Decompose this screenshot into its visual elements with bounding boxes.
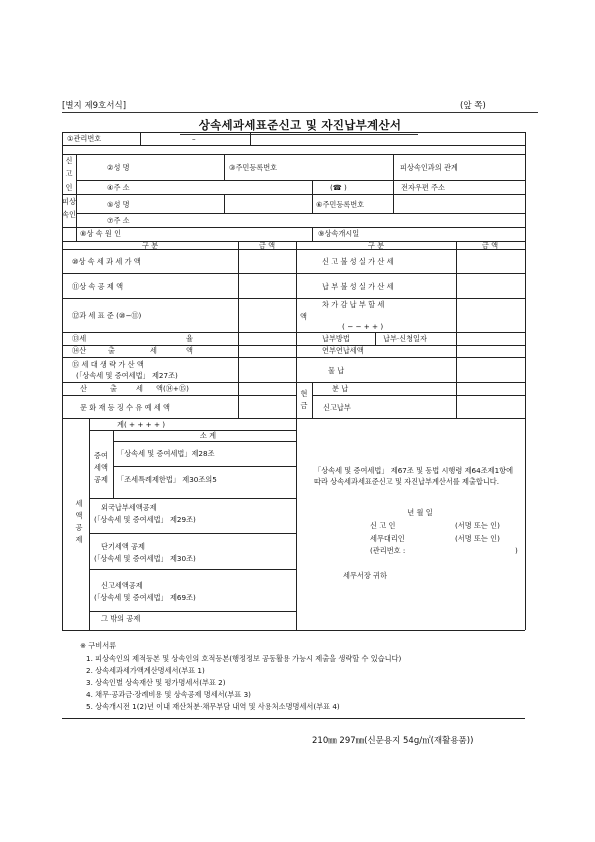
attachment-item: 3. 상속인별 상속재산 및 평가명세서(부표 2) [86,678,226,687]
header-rule [62,112,538,113]
gift-subtotal: 소 계 [199,431,217,440]
report-tax-credit: 신고세액공제 [101,581,143,590]
addressee: 세무서장 귀하 [343,571,387,580]
installment-label: 연부연납세액 [322,346,364,355]
short-term-credit: 단기세액 공제 [101,542,145,551]
reporter-sign-label: 신 고 인 [370,521,396,530]
form-number: [별지 제9호서식] [62,101,127,111]
foreign-tax-credit-law: (「상속세 및 증여세법」 제29조) [94,515,196,524]
col-amount-left: 금 액 [258,241,276,250]
row-generation-skip-law: (「상속세 및 증여세법」 제27조) [76,371,178,380]
proxy-sign-field[interactable]: (서명 또는 인) [455,534,500,543]
col-amount-right: 금 액 [481,241,499,250]
reporter-address-label: ④주 소 [107,183,130,192]
inheritance-date-label: ⑨상속개시일 [318,229,360,238]
attachment-item: 4. 채무·공과금·장례비용 및 상속공제 명세서(부표 3) [86,690,251,699]
paper-spec: 210㎜ 297㎜(신문용지 54g/㎡(재활용품)) [312,736,474,746]
col-item-right: 구 분 [367,241,385,250]
attachments-title: ※ 구비서류 [80,641,117,650]
inheritance-cause-label: ⑧상 속 원 인 [80,229,122,238]
deduction-total: 계( + + + + ) [117,420,166,429]
proxy-sign-label: 세무대리인 [370,534,405,543]
reporter-sign-field[interactable]: (서명 또는 인) [455,521,500,530]
attachments-bottom-rule [62,718,525,719]
row-taxable-value: ⑩상 속 세 과 세 가 액 [72,257,141,266]
other-credit: 그 밖의 공제 [101,614,141,623]
gift-credit-special-30-5: 「조세특례제한법」 제30조의5 [117,475,217,484]
deceased-rrn-label: ⑥주민등록번호 [316,200,365,209]
row-late-payment-penalty: 납 부 불 성 실 가 산 세 [322,282,394,291]
email-label: 전자우편 주소 [401,183,445,192]
proxy-mgmt-no[interactable]: (관리번호 : [370,546,406,555]
short-term-credit-law: (「상속세 및 증여세법」 제30조) [94,554,196,563]
report-payment-label: 신고납부 [323,403,351,412]
reporter-rrn-label: ③주민등록번호 [229,163,278,172]
attachment-item: 1. 피상속인의 제적등본 및 상속인의 호적등본(행정정보 공동활용 가능시 제출을 생략할 수 있습니다) [86,654,402,663]
deceased-address-label: ⑦주 소 [107,216,130,225]
row-tax-base: ⑫과 세 표 준 (⑩−⑪) [72,311,142,320]
row-deduction-amount: ⑪상 속 공 제 액 [72,282,124,291]
mgmt-number-label: ①관리번호 [67,134,102,143]
page-side: (앞 쪽) [460,101,486,111]
mgmt-number-value[interactable]: – [192,134,196,143]
attachment-item: 2. 상속세과세가액계산명세서(부표 1) [86,666,205,675]
gift-credit-law-28: 「상속세 및 증여세법」제28조 [117,449,215,458]
row-net-payable-line2: 액 [300,312,307,321]
report-tax-credit-law: (「상속세 및 증여세법」 제69조) [94,593,196,602]
payment-method-label: 납부방법 [322,334,350,343]
document-title: 상속세과세표준신고 및 자진납부계산서 [198,118,402,132]
title-underline [180,134,418,135]
divided-payment-label: 분 납 [332,384,349,393]
deceased-name-label: ⑤성 명 [107,200,130,209]
payment-in-kind-label: 물 납 [328,366,345,375]
reporter-name-label: ②성 명 [107,163,130,172]
proxy-mgmt-close: ) [515,546,518,555]
row-cultural-deferral: 문 화 재 등 징 수 유 예 세 액 [80,403,170,412]
row-generation-skip-add: ⑮ 세 대 생 략 가 산 액 [72,360,144,369]
payment-date-label: 납부·신청일자 [383,334,427,343]
row-net-payable-line1: 차 가 감 납 부 할 세 [322,300,385,309]
row-underreport-penalty: 신 고 불 성 실 가 산 세 [322,257,394,266]
phone-field[interactable]: (☎ ) [330,183,347,192]
declaration-date[interactable]: 년 월 일 [407,508,433,517]
declaration-text: 「상속세 및 증여세법」 제67조 및 동법 시행령 제64조제1항에 따라 상속세과세표준신고 및 자진납부계산서를 제출합니다. [314,466,514,486]
col-item-left: 구 분 [141,241,159,250]
attachment-item: 5. 상속개시전 1(2)년 이내 재산처분·채무부담 내역 및 사용처소명명세서(부표 4) [86,702,340,711]
foreign-tax-credit: 외국납부세액공제 [101,503,157,512]
relation-label: 피상속인과의 관계 [400,163,458,172]
row-net-payable-formula: ( − − + + ) [342,322,384,331]
